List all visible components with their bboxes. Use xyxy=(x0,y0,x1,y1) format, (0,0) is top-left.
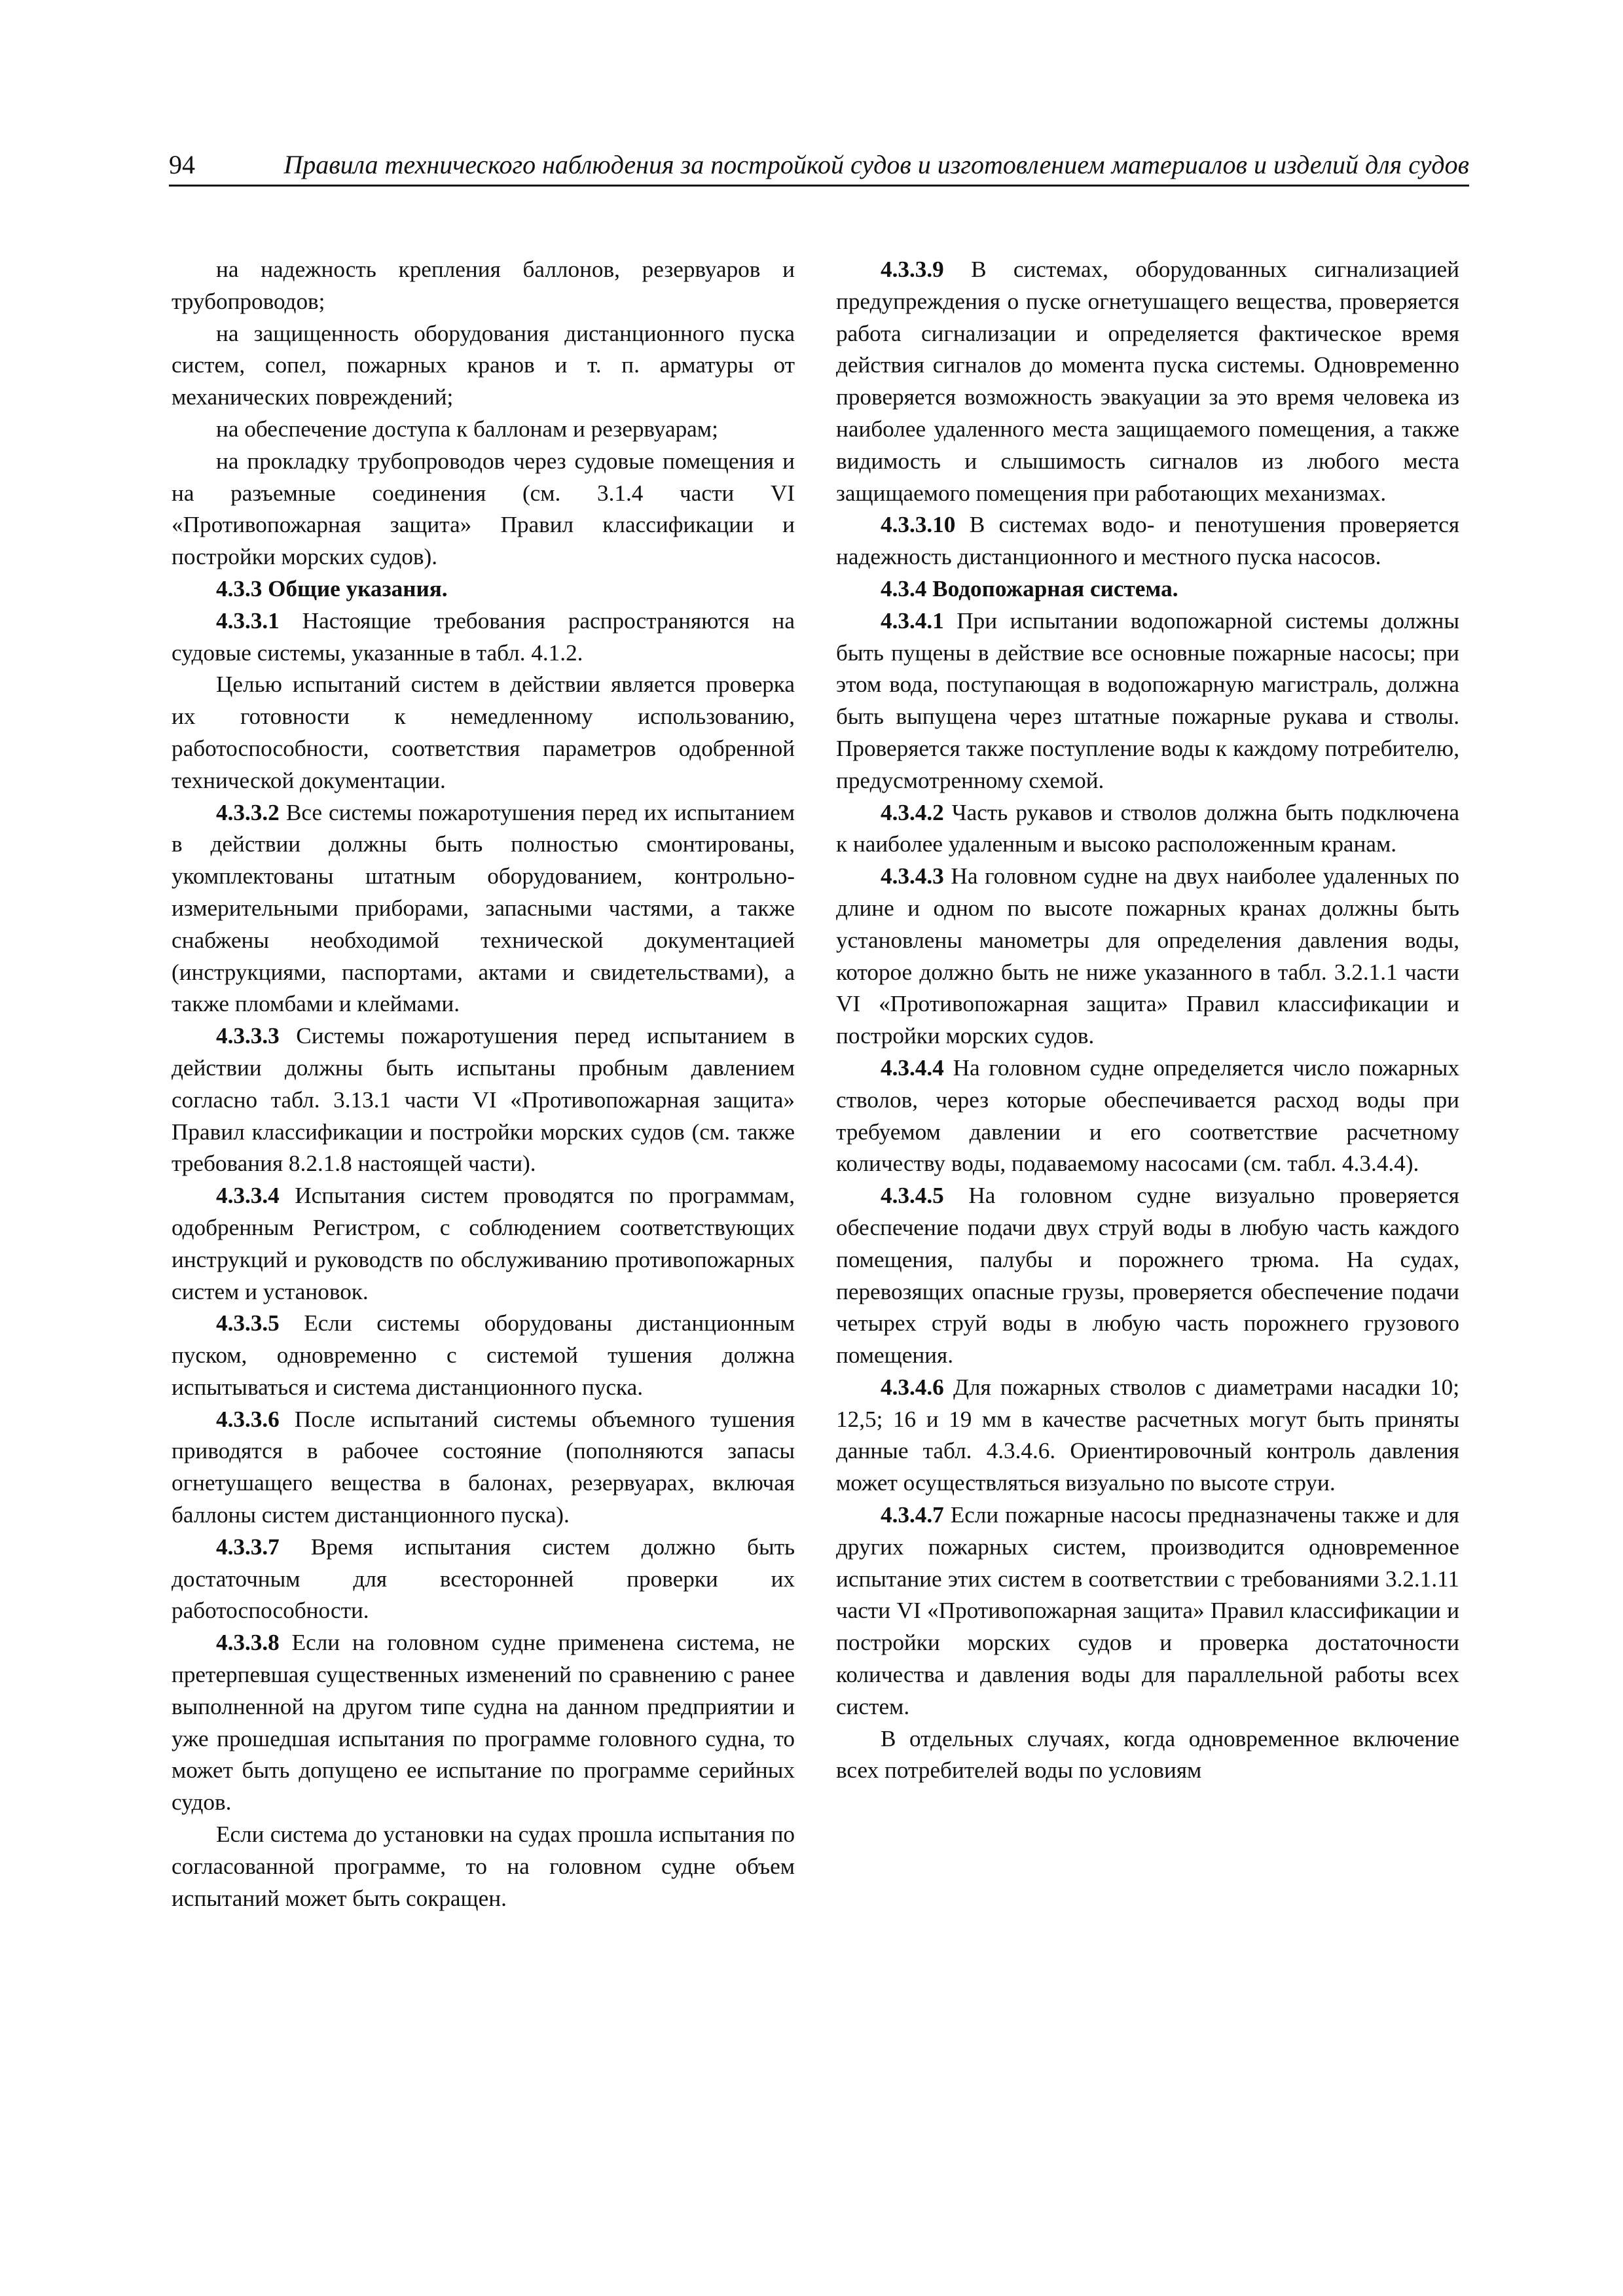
clause-number: 4.3.3.3 xyxy=(216,1023,280,1049)
paragraph-text: на надежность крепления баллонов, резервуаров и трубопроводов; xyxy=(172,257,795,314)
clause-number: 4.3.4.4 xyxy=(881,1054,944,1081)
left-column xyxy=(172,254,795,1914)
paragraph-text: Для пожарных стволов с диаметрами насадки 10; 12,5; 16 и 19 мм в качестве расчетных могут быть приняты данные табл. 4.3.4.6. Ориентировочный контроль давления может осуществляться визуально по высоте струи. xyxy=(836,1374,1459,1496)
paragraph xyxy=(836,605,1459,797)
paragraph-text: Все системы пожаротушения перед их испытанием в действии должны быть полностью смонтированы, укомплектованы штатным оборудованием, контрольно-измерительными приборами, запасными частями, а также снабжены необходимой технической документацией (инструкциями, паспортами, актами и свидетельствами), а также пломбами и клеймами. xyxy=(172,799,795,1017)
paragraph xyxy=(172,1404,795,1532)
clause-number: 4.3.3.8 xyxy=(216,1630,280,1656)
section-heading xyxy=(836,573,1459,605)
paragraph xyxy=(836,1052,1459,1180)
paragraph xyxy=(172,797,795,1021)
right-column xyxy=(836,254,1459,1787)
paragraph-text: На головном судне определяется число пожарных стволов, через которые обеспечивается расход воды при требуемом давлении и его соответствие расчетному количеству воды, подаваемому насосами (см. табл. 4.3.4.4). xyxy=(836,1054,1459,1177)
paragraph xyxy=(172,414,795,446)
paragraph xyxy=(836,254,1459,509)
clause-number: 4.3.4.2 xyxy=(881,799,944,825)
paragraph-text: Если системы оборудованы дистанционным пуском, одновременно с системой тушения должна испытываться и система дистанционного пуска. xyxy=(172,1310,795,1400)
page-number: 94 xyxy=(169,150,195,179)
clause-number: 4.3.3.6 xyxy=(216,1406,280,1432)
paragraph-text: на защищенность оборудования дистанционного пуска систем, сопел, пожарных кранов и т. п. арматуры от механических повреждений; xyxy=(172,320,795,410)
paragraph xyxy=(836,1180,1459,1372)
paragraph xyxy=(836,1723,1459,1787)
clause-number: 4.3.3.9 xyxy=(881,257,944,282)
clause-number: 4.3.4.1 xyxy=(881,607,944,634)
section-heading-text: 4.3.3 Общие указания. xyxy=(216,575,448,601)
paragraph-text: Если на головном судне применена система, не претерпевшая существенных изменений по сравнению с ранее выполненной на другом типе судна на данном предприятии и уже прошедшая испытания по программе головного судна, то может быть допущено ее испытание по программе серийных судов. xyxy=(172,1630,795,1816)
paragraph xyxy=(172,1532,795,1627)
clause-number: 4.3.3.7 xyxy=(216,1534,280,1560)
paragraph xyxy=(172,1020,795,1180)
paragraph xyxy=(172,446,795,573)
paragraph-text: на обеспечение доступа к баллонам и резервуарам; xyxy=(216,416,718,442)
section-heading xyxy=(172,573,795,605)
paragraph xyxy=(836,861,1459,1052)
page-header xyxy=(169,145,1469,187)
paragraph-text: Время испытания систем должно быть достаточным для всесторонней проверки их работоспособности. xyxy=(172,1534,795,1624)
clause-number: 4.3.4.6 xyxy=(881,1374,944,1400)
clause-number: 4.3.4.3 xyxy=(881,863,944,889)
paragraph xyxy=(172,254,795,318)
running-title: Правила технического наблюдения за постройкой судов и изготовлением материалов и изделий для судов xyxy=(283,150,1469,179)
paragraph-text: Если система до установки на судах прошла испытания по согласованной программе, то на головном судне объем испытаний может быть сокращен. xyxy=(172,1821,795,1911)
clause-number: 4.3.3.5 xyxy=(216,1310,280,1336)
paragraph xyxy=(836,797,1459,861)
paragraph-text: Если пожарные насосы предназначены также и для других пожарных систем, производится одновременное испытание этих систем в соответствии с требованиями 3.2.1.11 части VI «Противопожарная защита» Правил классификации и постройки морских судов и проверка достаточности количества и давления воды для параллельной работы всех систем. xyxy=(836,1502,1459,1719)
paragraph-text: После испытаний системы объемного тушения приводятся в рабочее состояние (пополняются запасы огнетушащего вещества в балонах, резервуарах, включая баллоны систем дистанционного пуска). xyxy=(172,1406,795,1528)
paragraph xyxy=(836,509,1459,573)
paragraph-text: Целью испытаний систем в действии является проверка их готовности к немедленному использованию, работоспособности, соответствия параметров одобренной технической документации. xyxy=(172,672,795,793)
paragraph xyxy=(172,1627,795,1819)
paragraph-text: При испытании водопожарной системы должны быть пущены в действие все основные пожарные насосы; при этом вода, поступающая в водопожарную магистраль, должна быть выпущена через штатные пожарные рукава и стволы. Проверяется также поступление воды к каждому потребителю, предусмотренному схемой. xyxy=(836,607,1459,793)
paragraph-text: Настоящие требования распространяются на судовые системы, указанные в табл. 4.1.2. xyxy=(172,607,795,666)
paragraph xyxy=(172,605,795,670)
paragraph xyxy=(172,669,795,797)
paragraph xyxy=(172,1308,795,1403)
paragraph xyxy=(836,1372,1459,1499)
paragraph-text: Часть рукавов и стволов должна быть подключена к наиболее удаленным и высоко расположенным кранам. xyxy=(836,799,1459,857)
clause-number: 4.3.4.7 xyxy=(881,1502,944,1528)
clause-number: 4.3.3.4 xyxy=(216,1183,280,1209)
clause-number: 4.3.3.2 xyxy=(216,799,280,825)
paragraph xyxy=(172,1819,795,1914)
paragraph-text: на прокладку трубопроводов через судовые помещения и на разъемные соединения (см. 3.1.4 части VI «Противопожарная защита» Правил классификации и постройки морских судов). xyxy=(172,448,795,570)
paragraph-text: На головном судне визуально проверяется обеспечение подачи двух струй воды в любую часть каждого помещения, палубы и порожнего трюма. На судах, перевозящих опасные грузы, проверяется обеспечение подачи четырех струй воды в любую часть порожнего грузового помещения. xyxy=(836,1183,1459,1369)
paragraph xyxy=(172,1180,795,1308)
paragraph xyxy=(836,1499,1459,1723)
clause-number: 4.3.4.5 xyxy=(881,1183,944,1209)
paragraph-text: В системах водо- и пенотушения проверяется надежность дистанционного и местного пуска насосов. xyxy=(836,512,1459,570)
paragraph-text: На головном судне на двух наиболее удаленных по длине и одном по высоте пожарных кранах должны быть установлены манометры для определения давления воды, которое должно быть не ниже указанного в табл. 3.2.1.1 части VI «Противопожарная защита» Правил классификации и постройки морских судов. xyxy=(836,863,1459,1049)
section-heading-text: 4.3.4 Водопожарная система. xyxy=(881,575,1178,601)
clause-number: 4.3.3.10 xyxy=(881,512,956,538)
clause-number: 4.3.3.1 xyxy=(216,607,280,634)
paragraph xyxy=(172,318,795,414)
paragraph-text: В системах, оборудованных сигнализацией предупреждения о пуске огнетушащего вещества, проверяется работа сигнализации и определяется фактическое время действия сигналов до момента пуска системы. Одновременно проверяется возможность эвакуации за это время человека из наиболее удаленного места защищаемого помещения, а также видимость и слышимость сигналов из любого места защищаемого помещения при работающих механизмах. xyxy=(836,257,1459,506)
paragraph-text: Испытания систем проводятся по программам, одобренным Регистром, с соблюдением соответствующих инструкций и руководств по обслуживанию противопожарных систем и установок. xyxy=(172,1183,795,1304)
paragraph-text: В отдельных случаях, когда одновременное включение всех потребителей воды по условиям xyxy=(836,1725,1459,1784)
paragraph-text: Системы пожаротушения перед испытанием в действии должны быть испытаны пробным давлением согласно табл. 3.13.1 части VI «Противопожарная защита» Правил классификации и постройки морских судов (см. также требования 8.2.1.8 настоящей части). xyxy=(172,1023,795,1177)
